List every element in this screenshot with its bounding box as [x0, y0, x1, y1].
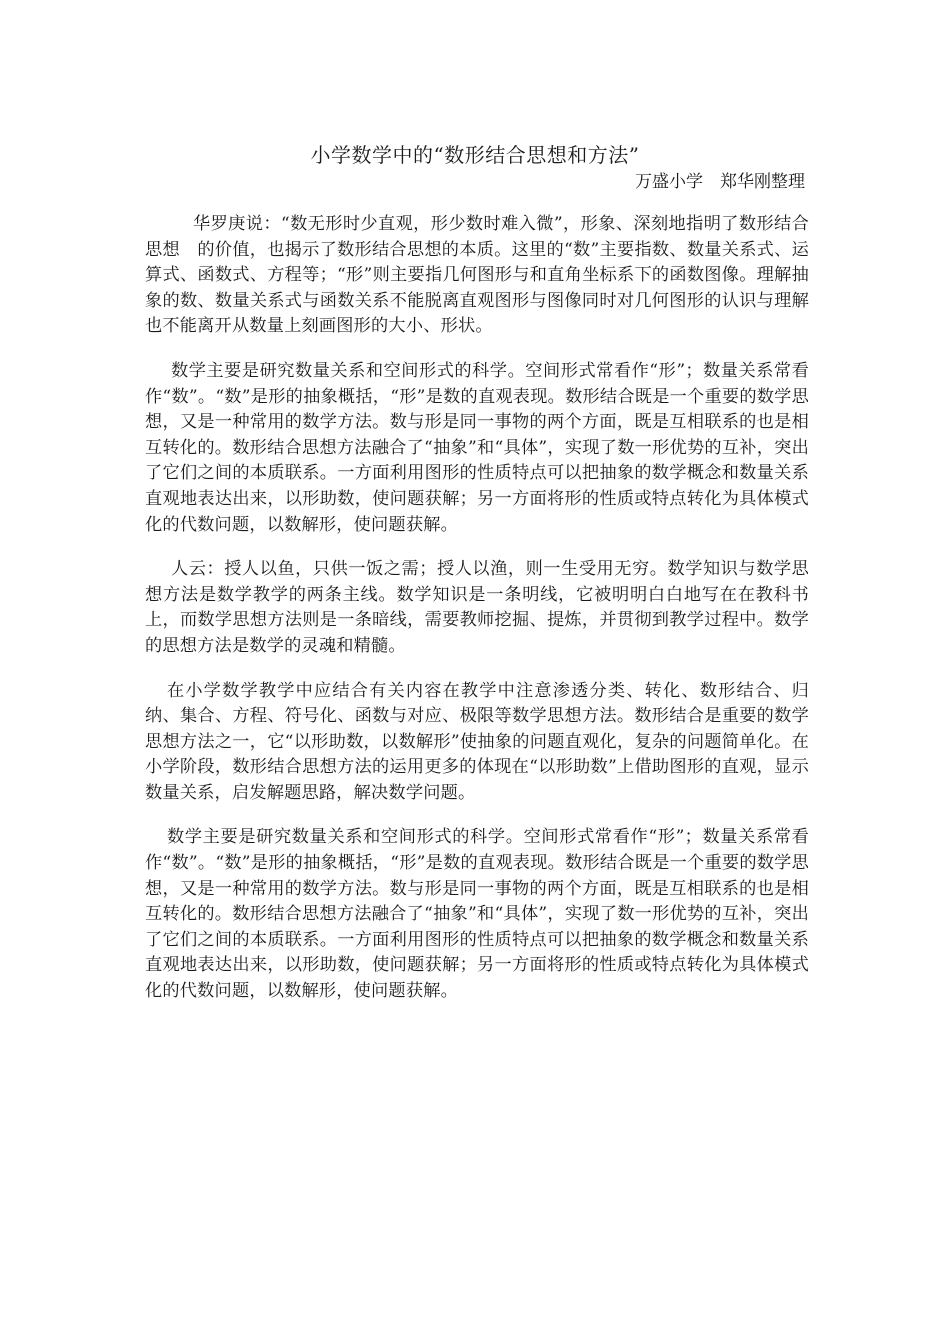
paragraph-2: 数学主要是研究数量关系和空间形式的科学。空间形式常看作“形”；数量关系常看作“数”。“数”是形的抽象概括，“形”是数的直观表现。数形结合既是一个重要的数学思想，又是一种常用的数学方法。数与形是同一事物的两个方面，既是互相联系的也是相互转化的。数形结合思想方法融合了“抽象”和“具体”，实现了数一形优势的互补，突出了它们之间的本质联系。一方面利用图形的性质特点可以把抽象的数学概念和数量关系直观地表达出来，以形助数，使问题获解；另一方面将形的性质或特点转化为具体模式化的代数问题，以数解形，使问题获解。: [145, 360, 809, 535]
document-body: [145, 212, 809, 1024]
paragraph-4: 在小学数学教学中应结合有关内容在教学中注意渗透分类、转化、数形结合、归纳、集合、方程、符号化、函数与对应、极限等数学思想方法。数形结合是重要的数学思想方法之一，它“以形助数，以数解形”使抽象的问题直观化，复杂的问题简单化。在小学阶段，数形结合思想方法的运用更多的体现在“以形助数”上借助图形的直观，显示数量关系，启发解题思路，解决数学问题。: [145, 680, 809, 803]
paragraph-5: 数学主要是研究数量关系和空间形式的科学。空间形式常看作“形”；数量关系常看作“数”。“数”是形的抽象概括，“形”是数的直观表现。数形结合既是一个重要的数学思想，又是一种常用的数学方法。数与形是同一事物的两个方面，既是互相联系的也是相互转化的。数形结合思想方法融合了“抽象”和“具体”，实现了数一形优势的互补，突出了它们之间的本质联系。一方面利用图形的性质特点可以把抽象的数学概念和数量关系直观地表达出来，以形助数，使问题获解；另一方面将形的性质或特点转化为具体模式化的代数问题，以数解形，使问题获解。: [145, 827, 809, 1002]
document-byline: 万盛小学 郑华刚整理: [635, 172, 805, 192]
paragraph-3: 人云：授人以鱼，只供一饭之需；授人以渔，则一生受用无穷。数学知识与数学思想方法是数学教学的两条主线。数学知识是一条明线，它被明明白白地写在在教科书上，而数学思想方法则是一条暗线，需要教师挖掘、提炼，并贯彻到教学过程中。数学的思想方法是数学的灵魂和精髓。: [145, 559, 809, 656]
paragraph-1: 华罗庚说：“数无形时少直观，形少数时难入微”，形象、深刻地指明了数形结合思想 的价值，也揭示了数形结合思想的本质。这里的“数”主要指数、数量关系式、运算式、函数式、方程等；“形”则主要指几何图形与和直角坐标系下的函数图像。理解抽象的数、数量关系式与函数关系不能脱离直观图形与图像同时对几何图形的认识与理解也不能离开从数量上刻画图形的大小、形状。: [145, 214, 809, 337]
document-title: 小学数学中的“数形结合思想和方法”: [310, 143, 640, 167]
